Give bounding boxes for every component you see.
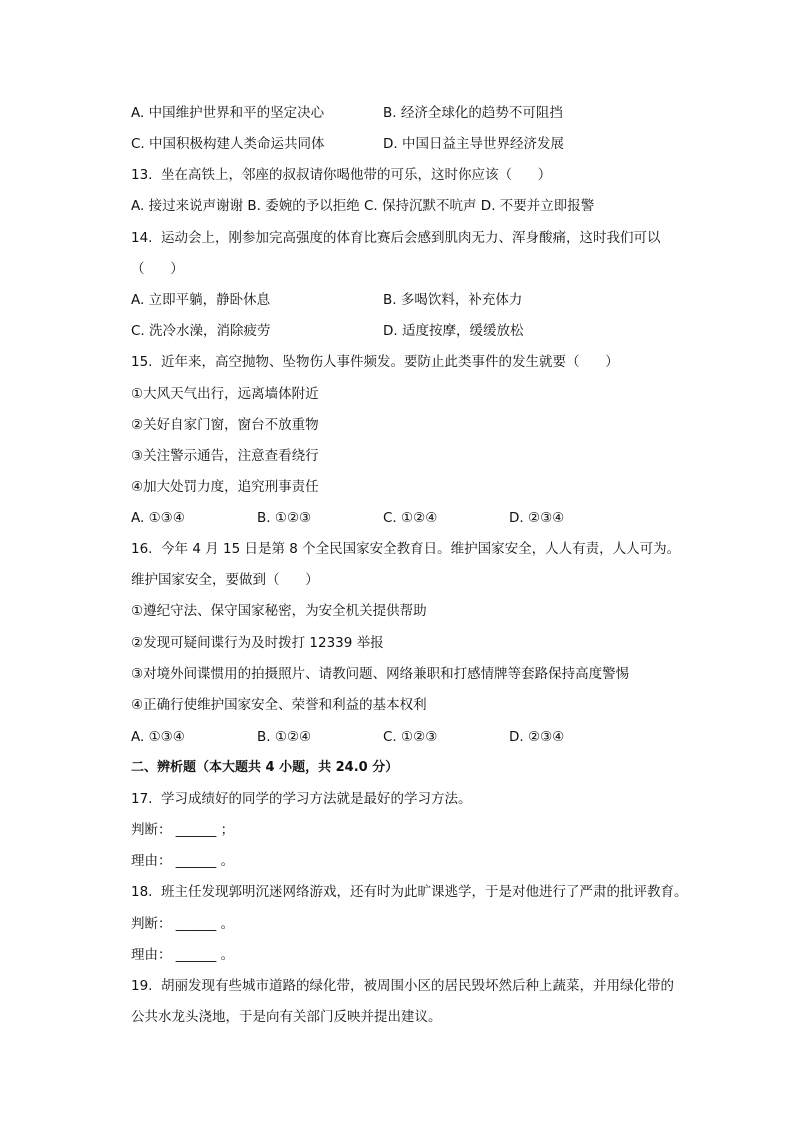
q15-option-d: D. ②③④ [509, 510, 565, 526]
q16-option-d: D. ②③④ [509, 729, 565, 745]
q12-option-c: C. 中国积极构建人类命运共同体 [131, 136, 325, 152]
q13-stem: 13. 坐在高铁上，邻座的叔叔请你喝他带的可乐，这时你应该（ ） [131, 167, 552, 183]
q12-option-d: D. 中国日益主导世界经济发展 [383, 136, 564, 152]
section-heading: 二、辨析题（本大题共 4 小题，共 24.0 分） [131, 760, 399, 775]
q14-stem-continued: （ ） [131, 261, 184, 277]
q19-stem: 19. 胡丽发现有些城市道路的绿化带，被周围小区的居民毁坏然后种上蔬菜，并用绿化带的 [131, 978, 675, 994]
q15-option-a: A. ①③④ [131, 510, 185, 526]
q16-item-2: ②发现可疑间谍行为及时拨打 12339 举报 [131, 635, 384, 651]
q12-option-b: B. 经济全球化的趋势不可阻挡 [383, 105, 563, 121]
q13-options: A. 接过来说声谢谢 B. 委婉的予以拒绝 C. 保持沉默不吭声 D. 不要并立即报警 [131, 198, 595, 214]
q15-item-4: ④加大处罚力度，追究刑事责任 [131, 479, 319, 495]
q19-stem-continued: 公共水龙头浇地，于是向有关部门反映并提出建议。 [131, 1009, 442, 1025]
q14-option-d: D. 适度按摩，缓缓放松 [383, 323, 524, 339]
q15-item-1: ①大风天气出行，远离墙体附近 [131, 386, 319, 402]
q17-judge: 判断： ______ ； [131, 822, 235, 838]
q18-judge: 判断： ______ 。 [131, 916, 235, 932]
q16-item-4: ④正确行使维护国家安全、荣誉和利益的基本权利 [131, 697, 427, 713]
q17-reason: 理由： ______ 。 [131, 853, 235, 869]
q14-option-b: B. 多喝饮料，补充体力 [383, 292, 523, 308]
q14-stem: 14. 运动会上，刚参加完高强度的体育比赛后会感到肌肉无力、浑身酸痛，这时我们可以 [131, 230, 661, 246]
q15-option-c: C. ①②④ [383, 510, 438, 526]
q17-stem: 17. 学习成绩好的同学的学习方法就是最好的学习方法。 [131, 791, 472, 807]
q18-stem: 18. 班主任发现郭明沉迷网络游戏，还有时为此旷课逃学，于是对他进行了严肃的批评教育。 [131, 884, 688, 900]
q14-option-a: A. 立即平躺，静卧休息 [131, 292, 271, 308]
q16-stem-continued: 维护国家安全，要做到（ ） [131, 572, 319, 588]
q15-option-b: B. ①②③ [257, 510, 312, 526]
q16-option-a: A. ①③④ [131, 729, 185, 745]
q16-item-1: ①遵纪守法、保守国家秘密，为安全机关提供帮助 [131, 603, 427, 619]
q16-option-c: C. ①②③ [383, 729, 438, 745]
q15-item-2: ②关好自家门窗，窗台不放重物 [131, 417, 319, 433]
q12-option-a: A. 中国维护世界和平的坚定决心 [131, 105, 325, 121]
q16-item-3: ③对境外间谍惯用的拍摄照片、请教问题、网络兼职和打感情牌等套路保持高度警惕 [131, 666, 630, 682]
q15-stem: 15. 近年来，高空抛物、坠物伤人事件频发。要防止此类事件的发生就要（ ） [131, 354, 619, 370]
q15-item-3: ③关注警示通告，注意查看绕行 [131, 448, 319, 464]
q16-stem: 16. 今年 4 月 15 日是第 8 个全民国家安全教育日。维护国家安全，人人有责，人人可为。 [131, 541, 681, 557]
q16-option-b: B. ①②④ [257, 729, 312, 745]
q14-option-c: C. 洗冷水澡，消除疲劳 [131, 323, 271, 339]
q18-reason: 理由： ______ 。 [131, 947, 235, 963]
